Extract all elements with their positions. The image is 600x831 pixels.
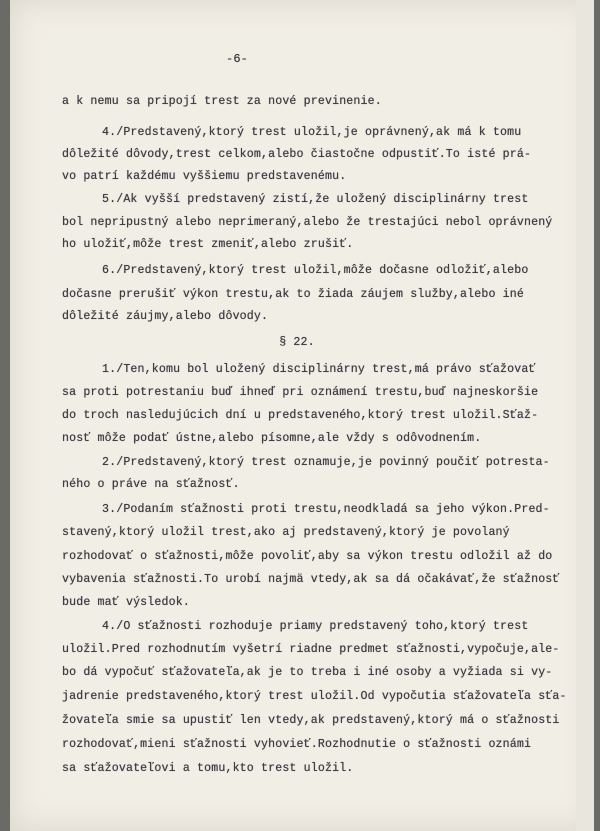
text-line: vo patrí každému vyššiemu predstavenému. [62,170,347,183]
text-line: do troch nasledujúcich dní u predstaveného,ktorý trest uložil.Sťaž- [62,409,539,422]
text-line: dôležité dôvody,trest celkom,alebo čiastočne odpustiť.To isté prá- [62,148,532,161]
document-page [10,0,594,831]
text-line: 1./Ten,komu bol uložený disciplinárny trest,má právo sťažovať [102,363,536,376]
text-line: dôležité záujmy,alebo dôvody. [62,310,269,323]
section-heading: § 22. [279,336,315,349]
text-line: 4./O sťažnosti rozhoduje priamy predstavený toho,ktorý trest [102,620,529,633]
text-line: nosť môže podať ústne,alebo písomne,ale vždy s odôvodnením. [62,432,482,445]
text-line: 4./Predstavený,ktorý trest uložil,je oprávnený,ak má k tomu [102,126,522,139]
page-number: -6- [225,52,249,66]
text-line: dočasne prerušiť výkon trestu,ak to žiada záujem služby,alebo iné [62,288,524,301]
text-line: vybavenia sťažnosti.To urobí najmä vtedy,ak sa dá očakávať,že sťažnosť [62,573,560,586]
text-line: bude mať výsledok. [62,596,190,609]
text-line: rozhodovať o sťažnosti,môže povoliť,aby sa výkon trestu odložil až do [62,550,553,563]
text-line: žovateľa smie sa upustiť len vtedy,ak predstavený,ktorý má o sťažnosti [62,714,560,727]
text-line: 6./Predstavený,ktorý trest uložil,môže dočasne odložiť,alebo [102,264,529,277]
text-line: rozhodovať,mieni sťažnosti vyhovieť.Rozhodnutie o sťažnosti oznámi [62,738,532,751]
text-line: 5./Ak vyšší predstavený zistí,že uložený disciplinárny trest [102,193,529,206]
text-line: a k nemu sa pripojí trest za nové previnenie. [62,95,382,108]
text-line: sa proti potrestaniu buď ihneď pri oznámení trestu,buď najneskoršie [62,386,539,399]
page-edge [576,0,594,831]
text-line: bol nepripustný alebo neprimeraný,alebo že trestajúci nebol oprávnený [62,216,553,229]
text-line: ho uložiť,môže trest zmeniť,alebo zrušiť. [62,238,354,251]
text-line: ného o práve na sťažnosť. [62,478,240,491]
text-line: uložil.Pred rozhodnutím vyšetrí riadne predmet sťažnosti,vypočuje,ale- [62,643,560,656]
text-line: stavený,ktorý uložil trest,ako aj predstavený,ktorý je povolaný [62,526,510,539]
text-line: sa sťažovateľovi a tomu,kto trest uložil. [62,762,354,775]
text-line: 2./Predstavený,ktorý trest oznamuje,je povinný poučiť potresta- [102,456,550,469]
text-line: 3./Podaním sťažnosti proti trestu,neodkladá sa jeho výkon.Pred- [102,503,550,516]
text-line: bo dá vypočuť sťažovateľa,ak je to treba i iné osoby a vyžiada si vy- [62,666,553,679]
text-line: jadrenie predstaveného,ktorý trest uložil.Od vypočutia sťažovateľa sťa- [62,690,567,703]
